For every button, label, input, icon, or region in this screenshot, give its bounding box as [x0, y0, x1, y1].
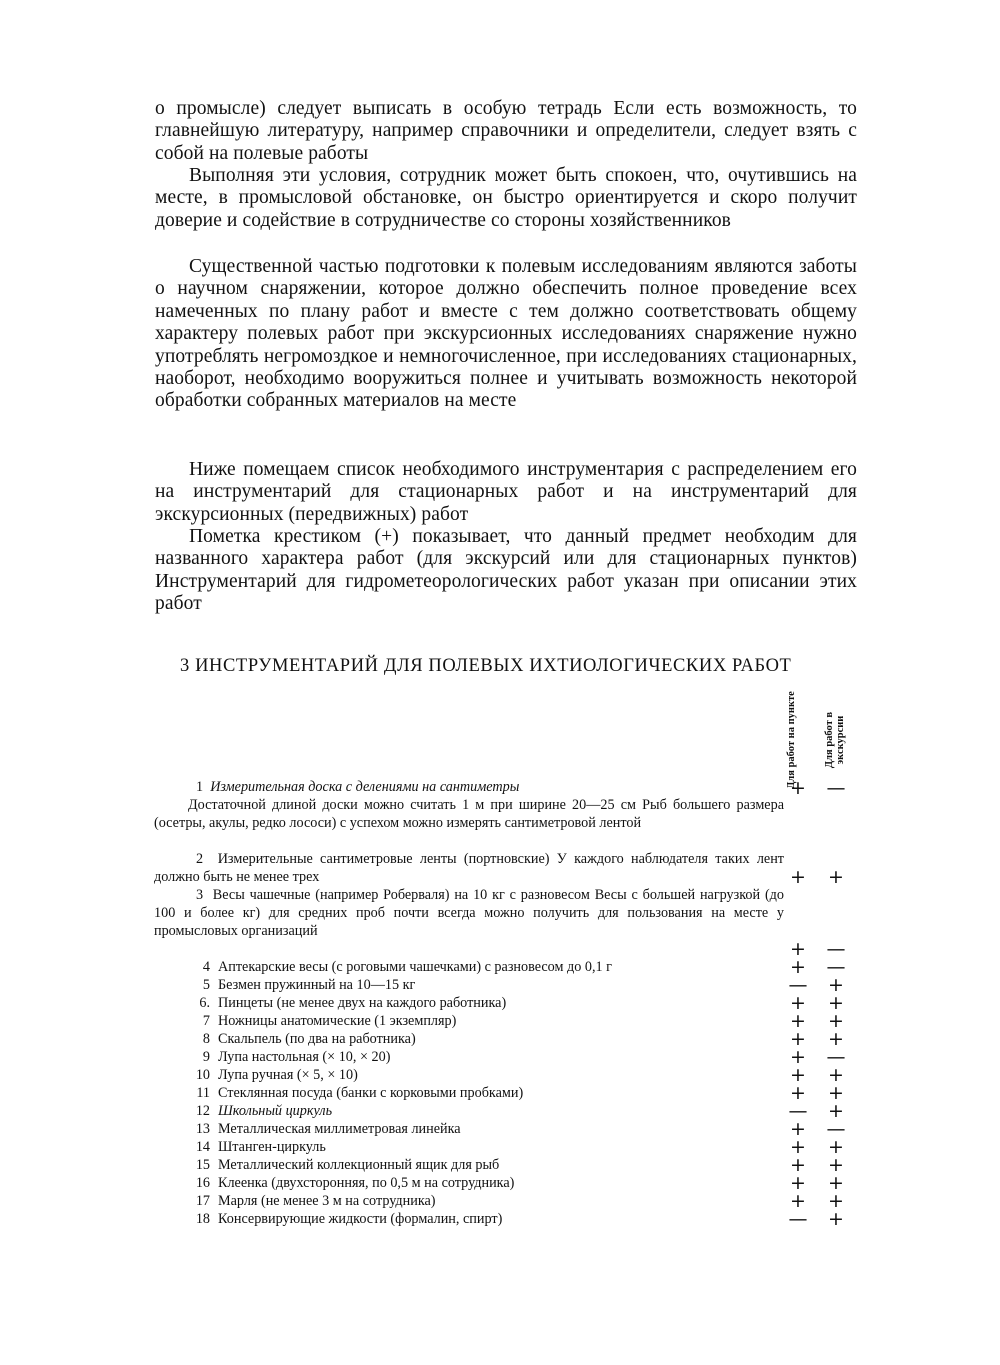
mark-station-1: +: [790, 777, 806, 799]
mark-station-10: +: [790, 1064, 806, 1086]
mark-excursion-12: +: [828, 1100, 844, 1122]
list-item-5: [154, 976, 784, 994]
item-text: Измерительная доска с делениями на сантиметры: [210, 779, 520, 795]
list-item-17: [154, 1192, 784, 1210]
list-item-14: [154, 1138, 784, 1156]
mark-excursion-10: +: [828, 1064, 844, 1086]
list-item-12: [154, 1102, 784, 1120]
item-number: 10: [195, 1067, 210, 1083]
list-item-18: [154, 1210, 784, 1228]
item-text: Лупа настольная (× 10, × 20): [218, 1049, 391, 1065]
item-text: Металлическая миллиметровая линейка: [218, 1121, 461, 1137]
item-number: 17: [195, 1193, 210, 1209]
mark-excursion-1: —: [826, 777, 846, 799]
mark-excursion-5: +: [828, 974, 844, 996]
section-title: 3 ИНСТРУМЕНТАРИЙ ДЛЯ ПОЛЕВЫХ ИХТИОЛОГИЧЕСКИХ РАБОТ: [180, 656, 792, 676]
list-item-10: [154, 1066, 784, 1084]
mark-excursion-14: +: [828, 1136, 844, 1158]
paragraph-3-text: Существенной частью подготовки к полевым исследованиям являются заботы о научном снаряжении, которое должно обеспечить полное проведение всех намеченных по плану работ и вместе с тем должно соответствовать общему характеру полевых работ при экскурсионных исследованиях снаряжение нужно употреблять негромоздкое и немногочисленное, при исследованиях стационарных, наоборот, необходимо вооружиться полнее и учитывать возможность некоторой обработки собранных материалов на месте: [155, 256, 857, 412]
item-text: Лупа ручная (× 5, × 10): [218, 1067, 358, 1083]
list-item-1: [154, 778, 784, 832]
item-number: 2: [196, 851, 204, 867]
list-item-13: [154, 1120, 784, 1138]
paragraph-5-text: Пометка крестиком (+) показывает, что данный предмет необходим для названного характера работ (для экскурсий или для стационарных пунктов) Инструментарий для гидрометеорологических работ указан при описании этих работ: [155, 526, 857, 615]
list-item-9: [154, 1048, 784, 1066]
mark-station-12: —: [788, 1100, 808, 1122]
item-text: Школьный циркуль: [218, 1103, 333, 1119]
column-header-station-text: Для работ на пункте: [786, 691, 797, 789]
item-text: Штанген-циркуль: [218, 1139, 326, 1155]
mark-station-13: +: [790, 1118, 806, 1140]
item-number: 5: [202, 977, 210, 993]
item-text: Металлический коллекционный ящик для рыб: [218, 1157, 500, 1173]
item-number: 8: [202, 1031, 210, 1047]
item-text: Пинцеты (не менее двух на каждого работника): [218, 995, 507, 1011]
list-item-3: [154, 886, 784, 940]
list-item-7: [154, 1012, 784, 1030]
item-number: 15: [195, 1157, 210, 1173]
mark-station-16: +: [790, 1172, 806, 1194]
mark-station-18: —: [788, 1208, 808, 1230]
list-item-16: [154, 1174, 784, 1192]
item-text: Весы чашечные (например Роберваля) на 10 кг с разновесом Весы с большей нагрузкой (до 100 и более кг) для средних проб почти всегда можно получить для пользования на месте у промысловых организаций: [154, 887, 784, 939]
item-number: 11: [196, 1085, 210, 1101]
paragraph-2: [155, 165, 857, 232]
mark-station-3: +: [790, 938, 806, 960]
list-item-11: [154, 1084, 784, 1102]
mark-station-9: +: [790, 1046, 806, 1068]
mark-station-6: +: [790, 992, 806, 1014]
mark-excursion-2: +: [828, 866, 844, 888]
mark-station-4: +: [790, 956, 806, 978]
item-number: 7: [202, 1013, 210, 1029]
mark-station-14: +: [790, 1136, 806, 1158]
paragraph-4: [155, 459, 857, 526]
mark-excursion-16: +: [828, 1172, 844, 1194]
list-item-8: [154, 1030, 784, 1048]
item-number: 18: [195, 1211, 210, 1227]
mark-excursion-7: +: [828, 1010, 844, 1032]
item-text: Скальпель (по два на работника): [218, 1031, 416, 1047]
mark-station-2: +: [790, 866, 806, 888]
mark-excursion-17: +: [828, 1190, 844, 1212]
item-number: 9: [202, 1049, 210, 1065]
paragraph-3: [155, 256, 857, 413]
item-text: Марля (не менее 3 м на сотрудника): [218, 1193, 436, 1209]
mark-excursion-13: —: [826, 1118, 846, 1140]
mark-station-15: +: [790, 1154, 806, 1176]
item-number: 6.: [199, 995, 210, 1011]
list-item-4: [154, 958, 794, 976]
item-text: Измерительные сантиметровые ленты (портновские) У каждого наблюдателя таких лент должно быть не менее трех: [154, 851, 785, 885]
mark-excursion-9: —: [826, 1046, 846, 1068]
item-text: Аптекарские весы (с роговыми чашечками) с разновесом до 0,1 г: [218, 959, 612, 975]
mark-excursion-8: +: [828, 1028, 844, 1050]
mark-station-5: —: [788, 974, 808, 996]
mark-excursion-6: +: [828, 992, 844, 1014]
mark-excursion-18: +: [828, 1208, 844, 1230]
item-text: Безмен пружинный на 10—15 кг: [218, 977, 416, 993]
column-header-excursion-text: Для работ в экскурсии: [824, 711, 846, 769]
mark-station-11: +: [790, 1082, 806, 1104]
item-number: 16: [195, 1175, 210, 1191]
item-number: 4: [202, 959, 210, 975]
mark-station-8: +: [790, 1028, 806, 1050]
mark-excursion-4: —: [826, 956, 846, 978]
list-item-2: [154, 850, 784, 886]
item-number: 12: [195, 1103, 210, 1119]
paragraph-5: [155, 526, 857, 616]
paragraph-2-text: Выполняя эти условия, сотрудник может быть спокоен, что, очутившись на месте, в промысловой обстановке, он быстро ориентируется и скоро получит доверие и содействие в сотрудничестве со стороны хозяйственников: [155, 165, 857, 231]
item-number: 3: [196, 887, 204, 903]
mark-excursion-15: +: [828, 1154, 844, 1176]
mark-excursion-11: +: [828, 1082, 844, 1104]
item-number: 13: [195, 1121, 210, 1137]
item-note: Достаточной длиной доски можно считать 1 м при ширине 20—25 см Рыб большего размера (осетры, акулы, редко лососи) с успехом можно измерять сантиметровой лентой: [154, 797, 784, 831]
item-number: 1: [196, 779, 204, 795]
paragraph-4-text: Ниже помещаем список необходимого инструментария с распределением его на инструментарий для стационарных работ и на инструментарий для экскурсионных (передвижных) работ: [155, 459, 857, 525]
list-item-15: [154, 1156, 784, 1174]
item-text: Клеенка (двухсторонняя, по 0,5 м на сотрудника): [218, 1175, 515, 1191]
mark-station-7: +: [790, 1010, 806, 1032]
mark-excursion-3: —: [826, 938, 846, 960]
item-text: Стеклянная посуда (банки с корковыми пробками): [218, 1085, 524, 1101]
item-number: 14: [195, 1139, 210, 1155]
item-text: Ножницы анатомические (1 экземпляр): [218, 1013, 457, 1029]
mark-station-17: +: [790, 1190, 806, 1212]
list-item-6: [154, 994, 784, 1012]
paragraph-1: о промысле) следует выписать в особую тетрадь Если есть возможность, то главнейшую литературу, например справочники и определители, следует взять с собой на полевые работы: [155, 98, 857, 164]
item-text: Консервирующие жидкости (формалин, спирт): [218, 1211, 503, 1227]
